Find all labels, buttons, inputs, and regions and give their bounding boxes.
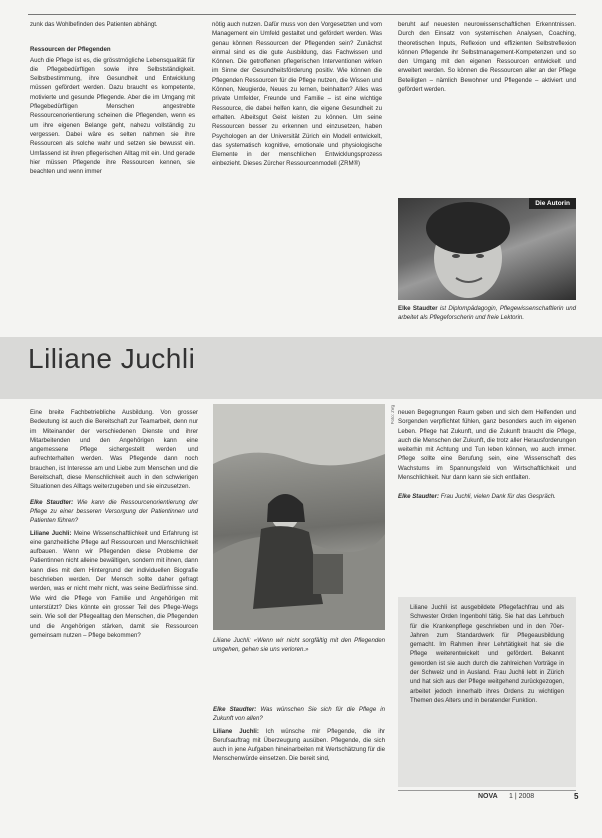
author-name: Elke Staudter [398,305,438,312]
article-col3-body: neuen Begegnungen Raum geben und sich dem Helfenden und Sorgenden verpflichtet fühlen, ganz besonders auch im eigenen Leben. Pflege hat Zukunft, und die Zukunft braucht die Pflege, auch die Menschen der Zukunft, die trotz aller Herausforderungen weiterhin mit Achtung und Tun leben können, wo auch immer. Pflege sollte eine Berufung sein, eine Wissenschaft des Wachstums im Spannungsfeld von Wirtschaftlichkeit und Menschlichkeit. Nur dann kann sie sich entfalten. [398,409,576,482]
info-text: Liliane Juchli ist ausgebildete Pflegefachfrau und als Schwester Orden Ingenbohl tätig. Sie hat das Lehrbuch für die Krankenpflege geschrieben und in den 70er-Jahren zum Standardwerk für Pflegeausbildung gemacht. Im Rahmen ihrer Lehrtätigkeit hat sie die Pflege weiterentwickelt und gefördert. Bekannt geworden ist sie auch durch die zahlreichen Vorträge in der Schweiz und in Ausland. Frau Juchli lebt in Zürich und hat sich aus der Pflege weitgehend zurückgezogen, arbeitet jedoch innerhalb ihres Ordens zu wichtigen Themen des Alters und in beratender Funktion. [410,604,564,704]
col1-body: Auch die Pflege ist es, die grösstmögliche Lebensqualität für die Pflegebedürftigen sowie ihre Selbstständigkeit. Selbstbestimmung, ihre Gesundheit und Entwicklung müssen gefördert werden. Dazu braucht es kompetente, motivierte und gesunde Pflegende. Aber die im Umgang mit Pflegebedürftigen Menschen angestrebte Ressourcenorientierung scheinen die Pflegenden, wenn es um ihre eigenen Belange geht, nahezu vollständig zu vergessen. Dabei wäre es selten nahmen sie ihre Ressourcen als solche wahr und setzen sie bewusst ein. Umfassend ist ihren pflegerischen Alltag mit ein. Und gerade hier müssen Pflegende ihre Ressourcen kennen, sie beachten und wenn immer [30,56,195,176]
author-caption [398,304,576,323]
article-col1-body: Eine breite Fachbetriebliche Ausbildung. Von grosser Bedeutung ist auch die Bereitschaft zur Teamarbeit, denn nur im Miteinander der verschiedenen Dienste und ihrer Mitarbeitenden und den Angehörigen kann eine angemessene Pflege sichergestellt werden und aufrechterhalten werden. Was Pflegende dann noch brauchen, ist Interesse am und Liebe zum Menschen und die Bereitschaft, diese Menschlichkeit auch in den schwierigen Situationen des Alltags weiterzugeben und sie einzusetzen. [30,409,198,491]
top-column-2 [212,20,382,169]
section-heading: Ressourcen der Pflegenden [30,46,111,54]
article-column-3 [398,408,576,502]
photo-credit: Foto: zVg [390,405,395,425]
top-rule [28,14,576,15]
answer-1: Meine Wissenschaftlichkeit und Erfahrung ist eine ganzheitliche Pflege auf Ressourcen und Menschlichkeit aufbauen. Wenn wir Pflegenden diese Probleme der Patientinnen nicht alleine bewältigen, sondern mit ihnen, dann kann dies mit dem Hintergrund der individuellen Biografie beschrieben werden. Der Mensch sollte daher gefragt werden, was er nicht mehr nicht, was seine Bedürfnisse sind. Wie wird die Pflege von Familie und Angehörigen mit unterstützt? Dies könnte ein grosser Teil des Pflege-Wegs sein. Wie soll der Pflegealltag den Menschen, die Pflegenden und die Angehörigen stärken, damit sie Ressourcen gemeinsam nutzen – Pflege bekommen? [30,529,198,639]
page-number: 5 [574,792,579,801]
magazine-name: NOVA [478,793,498,800]
article-column-2 [213,705,385,764]
issue-number: 1 | 2008 [509,793,535,800]
liliane-juchli-photo [213,404,385,630]
a2-label: Liliane Juchli: [213,727,259,735]
info-box [398,597,576,787]
article-column-1 [30,408,198,640]
q3-label: Elke Staudter: [398,493,439,501]
main-photo [213,404,385,630]
col3-body: beruht auf neuesten neurowissenschaftlichen Erkenntnissen. Durch den Einsatz von systemischen Analysen, Coaching, theoretischen Inputs, Reflexion und effizienten Selbstreflexion können Pflegende ihr Selbstmanagement-Kompetenzen und so den Umgang mit den eigenen Ressourcen entwickelt und erweitert werden. So können die Ressourcen aller an der Pflege Beteiligten – nämlich Bewohner und Pflegende – aktiviert und gefördert werden. [398,21,576,94]
a1-label: Liliane Juchli: [30,529,72,537]
photo-caption [213,636,385,655]
col1-intro: zunk das Wohlbefinden des Patienten abhängt. [30,21,158,28]
question-2: Was wünschen Sie sich für die Pflege in Zukunft von allen? [213,706,385,723]
col2-body: nötig auch nutzen. Dafür muss von den Vorgesetzten und vom Management ein Umfeld gestaltet und gefördert werden. Was genau können Ressourcen der Pflegenden sein? Zunächst einmal sind es die gute Ausbildung, das Fachwissen und Können. Die getroffenen pflegerischen Interventionen wirken im Sinne der Gesundheitsförderung positiv. Wie können die Pflegenden Ressourcen für die Pflege nutzen, die Wissen und Können, Neugierde, Neues zu lernen, beinhalten? Alles was private Umfelder, Freunde und Familie – ist eine wichtige Ressource, die dabei helfen kann, die eigene Gesundheit zu erhalten. Albeitsgut Geist leisten zu können. Um seine Ressourcen besser zu erkennen und einzusetzen, haben Psychologen an der Universität Zürich ein Modell entwickelt, das systematisch kognitive, emotionale und physiologische Elemente in der menschlichen Entwicklungsprozess einbezieht. Dieses Zürcher Ressourcenmodell (ZRM®) [212,21,382,168]
question-1: Wie kann die Ressourcenorientierung der Pflege zu einer besseren Versorgung der Patientinnen und Patienten führen? [30,498,198,525]
author-tag: Die Autorin [529,198,576,209]
caption-text: Liliane Juchli: «Wenn wir nicht sorgfältig mit den Pflegenden umgehen, gehen sie uns verloren.» [213,637,385,654]
top-column-3 [398,20,576,94]
q2-label: Elke Staudter: [213,706,257,713]
footer-rule [398,790,576,791]
top-column-1 [30,20,195,176]
q1-label: Elke Staudter: [30,498,74,506]
author-portrait-image [398,198,576,300]
author-bio: ist Diplompädagogin, Pflegewissenschaftlerin und arbeitet als Pflegeforscherin und freie Lektorin. [398,305,576,322]
answer-2: Ich wünsche mir Pflegende, die ihr Berufsauftrag mit Überzeugung ausüben. Pflegende, die sich auch in jene Aufgaben hineinarbeiten mit Wertschätzung für die Menschenwürde einsetzen. Die bereit sind, [213,727,385,763]
info-box-text [410,603,564,705]
author-photo [398,198,576,300]
closing-question: Frau Juchli, vielen Dank für das Gespräch. [440,493,556,501]
article-title: Liliane Juchli [28,343,196,374]
